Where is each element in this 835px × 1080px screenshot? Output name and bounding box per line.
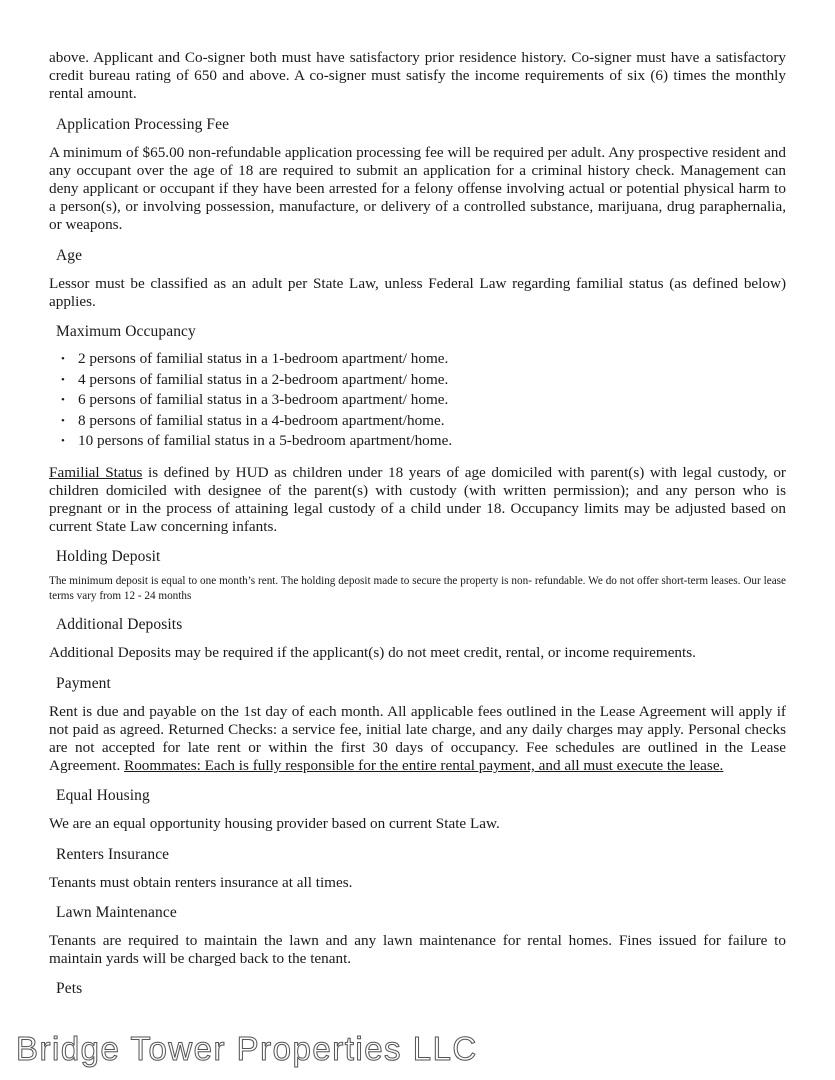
equal-heading: Equal Housing (56, 787, 150, 805)
age-paragraph: Lessor must be classified as an adult per State Law, unless Federal Law regarding familial status (as defined below) applies. (49, 274, 786, 310)
document-page (49, 49, 786, 998)
occupancy-list (49, 349, 786, 452)
familial-term: Familial Status (49, 463, 143, 481)
list-item: • 8 persons of familial status in a 4-bedroom apartment/home. (61, 411, 786, 432)
fee-paragraph: A minimum of $65.00 non-refundable application processing fee will be required per adult. Any prospective resident and any occupant over the age of 18 are required to submit an application for a criminal history check. Management can deny applicant or occupant if they have been arrested for a felony offense involving actual or potential physical harm to a person(s), or involving possession, manufacture, or delivery of a controlled substance, marijuana, drug paraphernalia, or weapons. (49, 143, 786, 234)
intro-paragraph: above. Applicant and Co-signer both must have satisfactory prior residence history. Co-signer must have a satisfactory credit bureau rating of 650 and above. A co-signer must satisfy the income requirements of six (6) times the monthly rental amount. (49, 49, 786, 103)
insurance-paragraph: Tenants must obtain renters insurance at all times. (49, 873, 353, 891)
payment-heading: Payment (56, 674, 111, 692)
payment-paragraph (49, 703, 786, 776)
age-heading: Age (56, 246, 83, 264)
familial-text: is defined by HUD as children under 18 years of age domiciled with parent(s) with legal custody, or children domiciled with designee of the parent(s) with custody (with written permission); and any person who is pregnant or in the process of attaining legal custody of a child under 18. Occupancy limits may be adjusted based on current State Law concerning infants. (49, 463, 786, 536)
additional-heading: Additional Deposits (56, 616, 183, 634)
insurance-heading: Renters Insurance (56, 845, 170, 863)
holding-heading: Holding Deposit (56, 548, 161, 566)
holding-paragraph: The minimum deposit is equal to one month’s rent. The holding deposit made to secure the property is non- refundable. We do not offer short-term leases. Our lease terms vary from 12 - 24 months (49, 575, 786, 603)
list-item: • 2 persons of familial status in a 1-bedroom apartment/ home. (61, 349, 786, 370)
equal-paragraph: We are an equal opportunity housing provider based on current State Law. (49, 815, 500, 833)
fee-heading: Application Processing Fee (56, 115, 230, 133)
pets-heading: Pets (56, 980, 83, 998)
roommates-note: Roommates: Each is fully responsible for the entire rental payment, and all must execute the lease. (124, 757, 724, 775)
familial-paragraph (49, 464, 786, 537)
occupancy-heading: Maximum Occupancy (56, 323, 196, 341)
payment-text: Rent is due and payable on the 1st day of each month. All applicable fees outlined in the Lease Agreement will apply if not paid as agreed. Returned Checks: a service fee, initial late charge, and any daily charges may apply. Personal checks are not accepted for late rent or within the first 30 days of occupancy. Fee schedules are outlined in the Lease Agreement. (49, 702, 786, 775)
lawn-paragraph: Tenants are required to maintain the lawn and any lawn maintenance for rental homes. Fines issued for failure to maintain yards will be charged back to the tenant. (49, 931, 786, 967)
list-item: • 4 persons of familial status in a 2-bedroom apartment/ home. (61, 370, 786, 391)
list-item: • 10 persons of familial status in a 5-bedroom apartment/home. (61, 431, 786, 452)
lawn-heading: Lawn Maintenance (56, 903, 177, 921)
additional-paragraph: Additional Deposits may be required if the applicant(s) do not meet credit, rental, or income requirements. (49, 644, 696, 662)
list-item: • 6 persons of familial status in a 3-bedroom apartment/ home. (61, 390, 786, 411)
watermark: Bridge Tower Properties LLC (16, 1030, 478, 1067)
